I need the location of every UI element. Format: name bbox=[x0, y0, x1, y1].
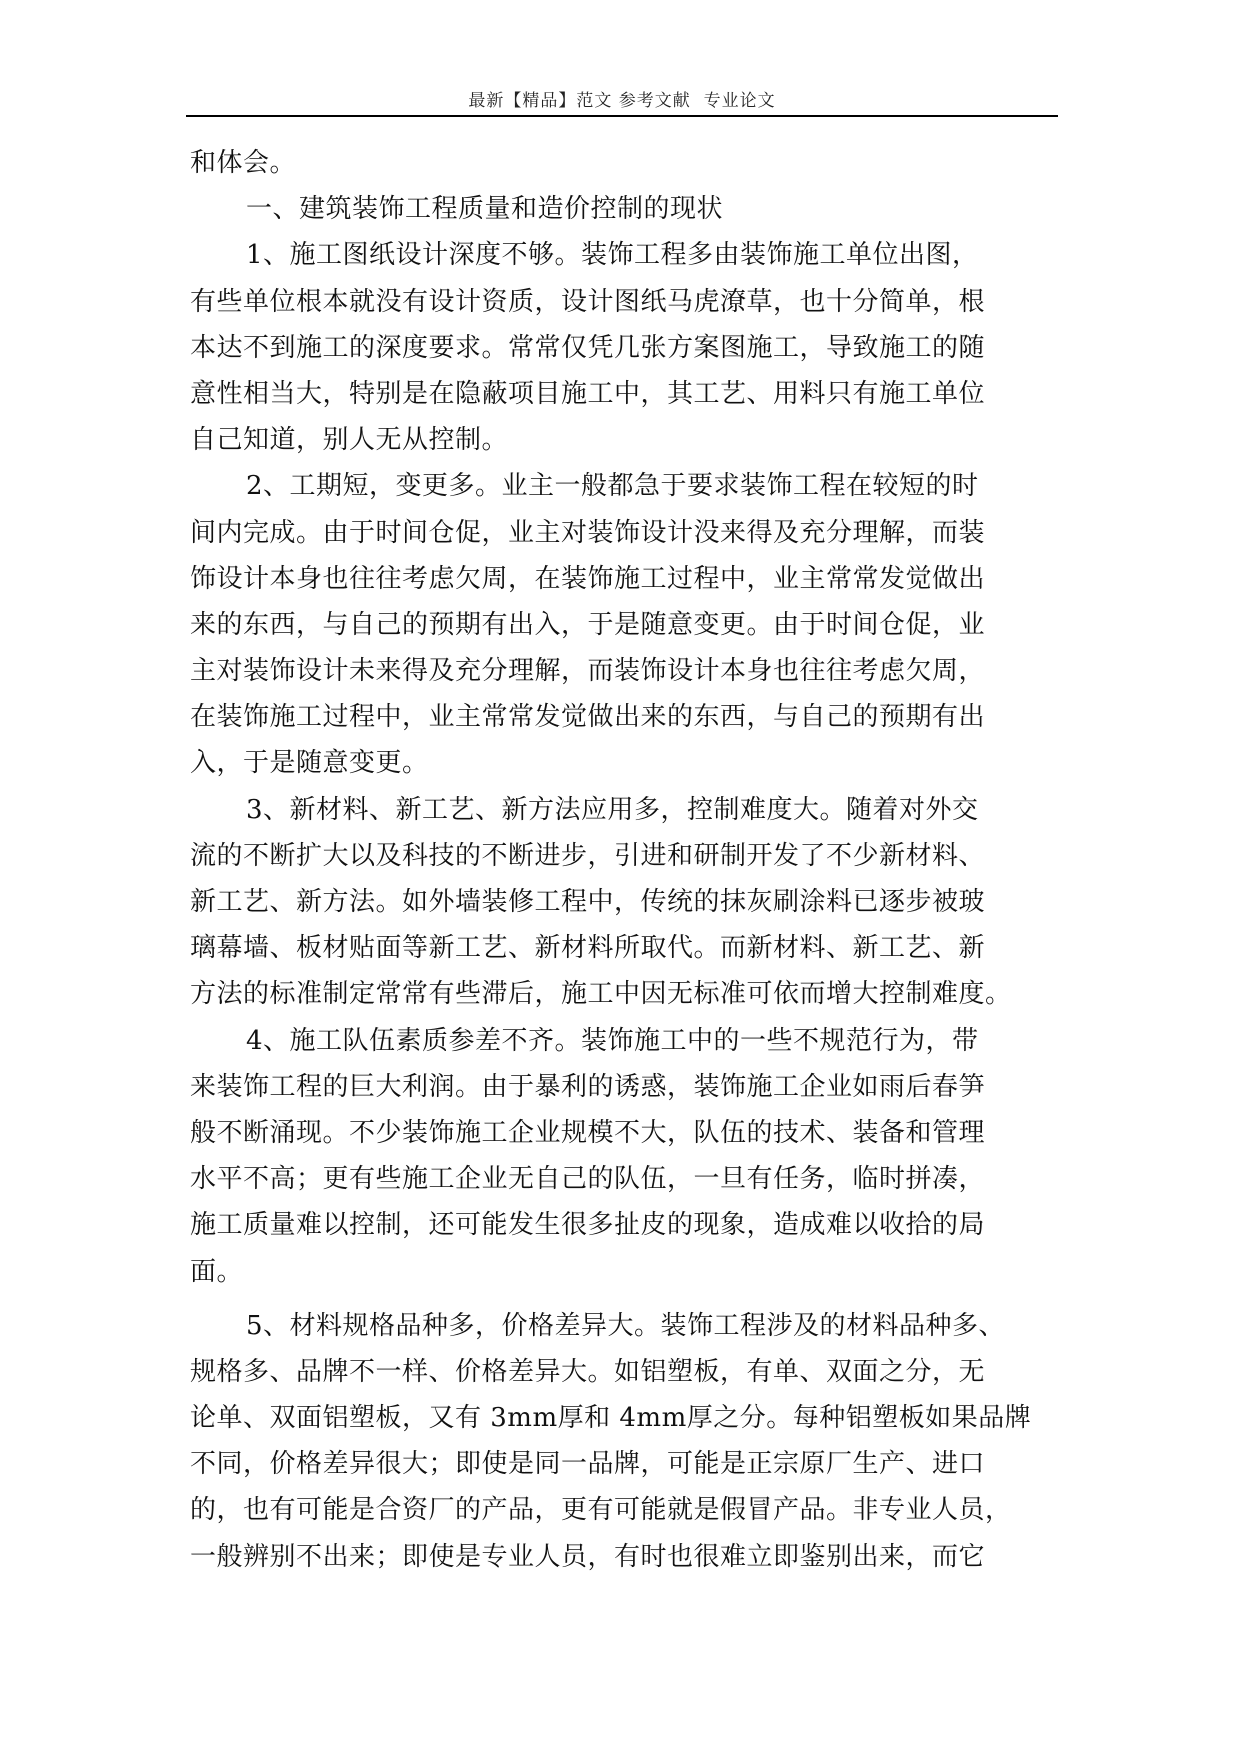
paragraph-line: 施工质量难以控制，还可能发生很多扯皮的现象，造成难以收拾的局 bbox=[190, 1210, 986, 1241]
paragraph-line: 3、新材料、新工艺、新方法应用多，控制难度大。随着对外交 bbox=[246, 794, 979, 825]
paragraph-line: 入，于是随意变更。 bbox=[190, 748, 429, 779]
paragraph-line: 5、材料规格品种多，价格差异大。装饰工程涉及的材料品种多、 bbox=[246, 1310, 1006, 1341]
paragraph-line: 来的东西，与自己的预期有出入，于是随意变更。由于时间仓促，业 bbox=[190, 609, 986, 640]
paragraph-line: 新工艺、新方法。如外墙装修工程中，传统的抹灰刷涂料已逐步被玻 bbox=[190, 887, 986, 917]
paragraph-line: 1、施工图纸设计深度不够。装饰工程多由装饰施工单位出图， bbox=[246, 240, 979, 271]
paragraph-line: 4、施工队伍素质参差不齐。装饰施工中的一些不规范行为，带 bbox=[246, 1025, 979, 1056]
paragraph-line: 面。 bbox=[190, 1256, 244, 1287]
header-rule bbox=[186, 115, 1058, 117]
paragraph-line: 本达不到施工的深度要求。常常仅凭几张方案图施工，导致施工的随 bbox=[190, 332, 986, 363]
running-header: 最新【精品】范文 参考文献 专业论文 bbox=[468, 91, 776, 111]
paragraph-line: 流的不断扩大以及科技的不断进步，引进和研制开发了不少新材料、 bbox=[190, 840, 986, 871]
paragraph-line: 不同，价格差异很大；即使是同一品牌，可能是正宗原厂生产、进口 bbox=[190, 1449, 986, 1480]
paragraph-line: 在装饰施工过程中，业主常常发觉做出来的东西，与自己的预期有出 bbox=[190, 702, 986, 733]
paragraph-line: 的，也有可能是合资厂的产品，更有可能就是假冒产品。非专业人员， bbox=[190, 1495, 1012, 1526]
paragraph-line: 自己知道，别人无从控制。 bbox=[190, 425, 509, 456]
paragraph-line: 饰设计本身也往往考虑欠周，在装饰施工过程中，业主常常发觉做出 bbox=[190, 563, 986, 594]
text-line: 和体会。 bbox=[190, 148, 297, 178]
paragraph-line: 意性相当大，特别是在隐蔽项目施工中，其工艺、用料只有施工单位 bbox=[190, 378, 986, 409]
paragraph-line: 主对装饰设计未来得及充分理解，而装饰设计本身也往往考虑欠周， bbox=[190, 656, 986, 687]
paragraph-line: 论单、双面铝塑板，又有 3mm厚和 4mm厚之分。每种铝塑板如果品牌 bbox=[190, 1403, 1032, 1434]
paragraph-line: 规格多、品牌不一样、价格差异大。如铝塑板，有单、双面之分，无 bbox=[190, 1356, 986, 1387]
paragraph-line: 般不断涌现。不少装饰施工企业规模不大，队伍的技术、装备和管理 bbox=[190, 1117, 986, 1148]
paragraph-line: 水平不高；更有些施工企业无自己的队伍，一旦有任务，临时拼凑， bbox=[190, 1164, 986, 1195]
paragraph-line: 有些单位根本就没有设计资质，设计图纸马虎潦草，也十分简单，根 bbox=[190, 286, 986, 317]
paragraph-line: 来装饰工程的巨大利润。由于暴利的诱惑，装饰施工企业如雨后春笋 bbox=[190, 1071, 986, 1102]
section-heading: 一、建筑装饰工程质量和造价控制的现状 bbox=[246, 194, 724, 225]
paragraph-line: 方法的标准制定常常有些滞后，施工中因无标准可依而增大控制难度。 bbox=[190, 979, 1012, 1010]
paragraph-line: 2、工期短，变更多。业主一般都急于要求装饰工程在较短的时 bbox=[246, 471, 979, 502]
paragraph-line: 一般辨别不出来；即使是专业人员，有时也很难立即鉴别出来，而它 bbox=[190, 1541, 986, 1572]
paragraph-line: 间内完成。由于时间仓促，业主对装饰设计没来得及充分理解，而装 bbox=[190, 517, 986, 548]
paragraph-line: 璃幕墙、板材贴面等新工艺、新材料所取代。而新材料、新工艺、新 bbox=[190, 933, 986, 964]
body-text bbox=[190, 140, 1054, 1580]
